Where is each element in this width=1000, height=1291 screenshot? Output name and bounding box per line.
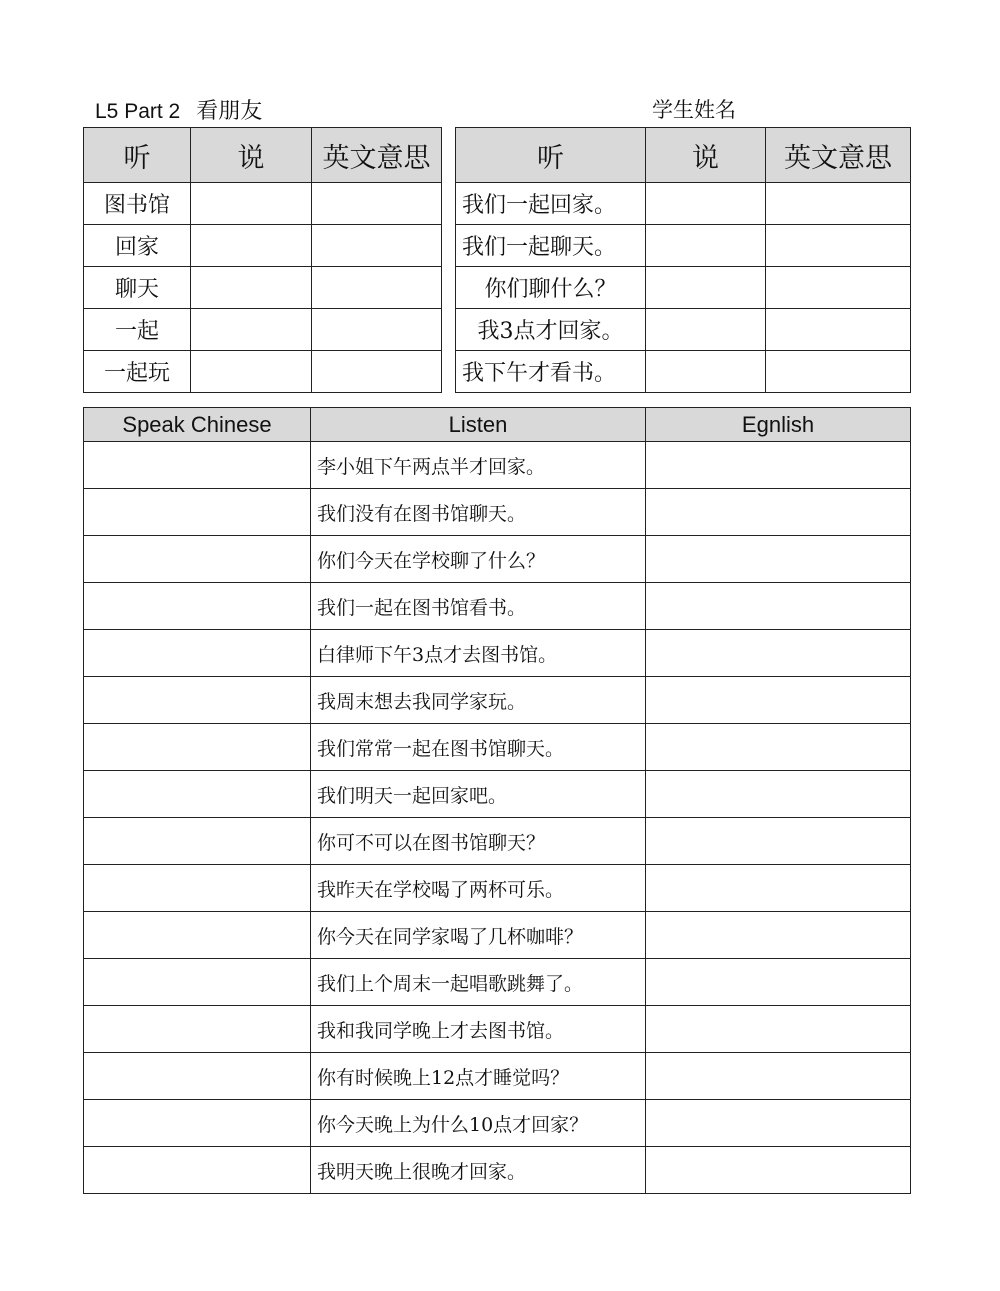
sentence-row: [84, 771, 911, 818]
phrase-row: [456, 351, 911, 393]
sentence-row: [84, 1006, 911, 1053]
phrase-text: 我3点才回家。: [456, 309, 646, 351]
english-cell[interactable]: [646, 630, 911, 677]
meaning-cell[interactable]: [312, 267, 442, 309]
phrase-row: [456, 267, 911, 309]
speak-cell[interactable]: [84, 1006, 311, 1053]
sentence-text: 我昨天在学校喝了两杯可乐。: [311, 865, 646, 912]
meaning-cell[interactable]: [312, 351, 442, 393]
sentence-text: 你们今天在学校聊了什么？: [311, 536, 646, 583]
english-cell[interactable]: [646, 865, 911, 912]
vocab-word: 一起: [84, 309, 191, 351]
vocab-word: 图书馆: [84, 183, 191, 225]
sentence-text: 你有时候晚上12点才睡觉吗？: [311, 1053, 646, 1100]
phrase-table: [455, 127, 911, 393]
phrase-header-meaning: 英文意思: [766, 128, 911, 183]
sentence-text: 我们明天一起回家吧。: [311, 771, 646, 818]
sentence-row: [84, 1100, 911, 1147]
sentence-row: [84, 677, 911, 724]
english-cell[interactable]: [646, 1053, 911, 1100]
speak-cell[interactable]: [191, 225, 312, 267]
phrase-row: [456, 309, 911, 351]
speak-cell[interactable]: [84, 865, 311, 912]
sentence-header-row: [84, 408, 911, 442]
speak-cell[interactable]: [84, 442, 311, 489]
speak-cell[interactable]: [646, 183, 766, 225]
speak-cell[interactable]: [84, 959, 311, 1006]
speak-cell[interactable]: [646, 267, 766, 309]
vocab-row: [84, 351, 442, 393]
sentence-text: 我们一起在图书馆看书。: [311, 583, 646, 630]
english-cell[interactable]: [646, 1100, 911, 1147]
meaning-cell[interactable]: [766, 351, 911, 393]
sentence-header-english: Egnlish: [646, 408, 911, 442]
phrase-header-listen: 听: [456, 128, 646, 183]
sentence-row: [84, 1147, 911, 1194]
english-cell[interactable]: [646, 771, 911, 818]
sentence-text: 我们没有在图书馆聊天。: [311, 489, 646, 536]
speak-cell[interactable]: [84, 818, 311, 865]
meaning-cell[interactable]: [766, 267, 911, 309]
student-name-label: 学生姓名: [652, 98, 736, 122]
lesson-label: L5 Part 2: [95, 100, 181, 123]
sentence-row: [84, 583, 911, 630]
sentence-header-speak: Speak Chinese: [84, 408, 311, 442]
phrase-header-speak: 说: [646, 128, 766, 183]
speak-cell[interactable]: [646, 225, 766, 267]
sentence-text: 我们常常一起在图书馆聊天。: [311, 724, 646, 771]
english-cell[interactable]: [646, 818, 911, 865]
sentence-text: 李小姐下午两点半才回家。: [311, 442, 646, 489]
vocab-row: [84, 267, 442, 309]
vocab-row: [84, 183, 442, 225]
english-cell[interactable]: [646, 724, 911, 771]
sentence-row: [84, 1053, 911, 1100]
speak-cell[interactable]: [646, 309, 766, 351]
english-cell[interactable]: [646, 583, 911, 630]
sentence-text: 我和我同学晚上才去图书馆。: [311, 1006, 646, 1053]
english-cell[interactable]: [646, 1147, 911, 1194]
english-cell[interactable]: [646, 536, 911, 583]
english-cell[interactable]: [646, 489, 911, 536]
sentence-text: 白律师下午3点才去图书馆。: [311, 630, 646, 677]
english-cell[interactable]: [646, 677, 911, 724]
vocab-header-meaning: 英文意思: [312, 128, 442, 183]
english-cell[interactable]: [646, 442, 911, 489]
meaning-cell[interactable]: [766, 183, 911, 225]
speak-cell[interactable]: [84, 912, 311, 959]
speak-cell[interactable]: [84, 489, 311, 536]
english-cell[interactable]: [646, 959, 911, 1006]
meaning-cell[interactable]: [766, 309, 911, 351]
vocab-word: 回家: [84, 225, 191, 267]
speak-cell[interactable]: [84, 1147, 311, 1194]
speak-cell[interactable]: [84, 1053, 311, 1100]
phrase-row: [456, 183, 911, 225]
vocab-header-listen: 听: [84, 128, 191, 183]
topic-label: 看朋友: [196, 99, 263, 124]
phrase-text: 我下午才看书。: [456, 351, 646, 393]
english-cell[interactable]: [646, 1006, 911, 1053]
phrase-header-row: [456, 128, 911, 183]
sentence-row: [84, 630, 911, 677]
sentence-row: [84, 724, 911, 771]
speak-cell[interactable]: [84, 677, 311, 724]
sentence-row: [84, 489, 911, 536]
sentence-row: [84, 442, 911, 489]
speak-cell[interactable]: [84, 630, 311, 677]
vocab-header-row: [84, 128, 442, 183]
vocab-header-speak: 说: [191, 128, 312, 183]
vocab-word: 聊天: [84, 267, 191, 309]
sentence-text: 我们上个周末一起唱歌跳舞了。: [311, 959, 646, 1006]
meaning-cell[interactable]: [766, 225, 911, 267]
phrase-text: 我们一起聊天。: [456, 225, 646, 267]
speak-cell[interactable]: [84, 724, 311, 771]
speak-cell[interactable]: [191, 351, 312, 393]
sentence-header-listen: Listen: [311, 408, 646, 442]
sentence-text: 我明天晚上很晚才回家。: [311, 1147, 646, 1194]
phrase-text: 我们一起回家。: [456, 183, 646, 225]
meaning-cell[interactable]: [312, 183, 442, 225]
worksheet-title: [95, 94, 262, 125]
sentence-text: 你可不可以在图书馆聊天？: [311, 818, 646, 865]
speak-cell[interactable]: [84, 771, 311, 818]
vocab-word: 一起玩: [84, 351, 191, 393]
phrase-row: [456, 225, 911, 267]
sentence-row: [84, 536, 911, 583]
speak-cell[interactable]: [646, 351, 766, 393]
sentence-text: 我周末想去我同学家玩。: [311, 677, 646, 724]
sentence-row: [84, 865, 911, 912]
speak-cell[interactable]: [191, 309, 312, 351]
vocab-row: [84, 225, 442, 267]
sentence-row: [84, 818, 911, 865]
sentence-text: 你今天在同学家喝了几杯咖啡？: [311, 912, 646, 959]
vocab-table: [83, 127, 442, 393]
speak-cell[interactable]: [191, 267, 312, 309]
sentence-table: [83, 407, 911, 1194]
vocab-row: [84, 309, 442, 351]
speak-cell[interactable]: [84, 583, 311, 630]
speak-cell[interactable]: [191, 183, 312, 225]
meaning-cell[interactable]: [312, 225, 442, 267]
speak-cell[interactable]: [84, 536, 311, 583]
sentence-text: 你今天晚上为什么10点才回家？: [311, 1100, 646, 1147]
phrase-text: 你们聊什么？: [456, 267, 646, 309]
sentence-row: [84, 959, 911, 1006]
speak-cell[interactable]: [84, 1100, 311, 1147]
meaning-cell[interactable]: [312, 309, 442, 351]
english-cell[interactable]: [646, 912, 911, 959]
sentence-row: [84, 912, 911, 959]
